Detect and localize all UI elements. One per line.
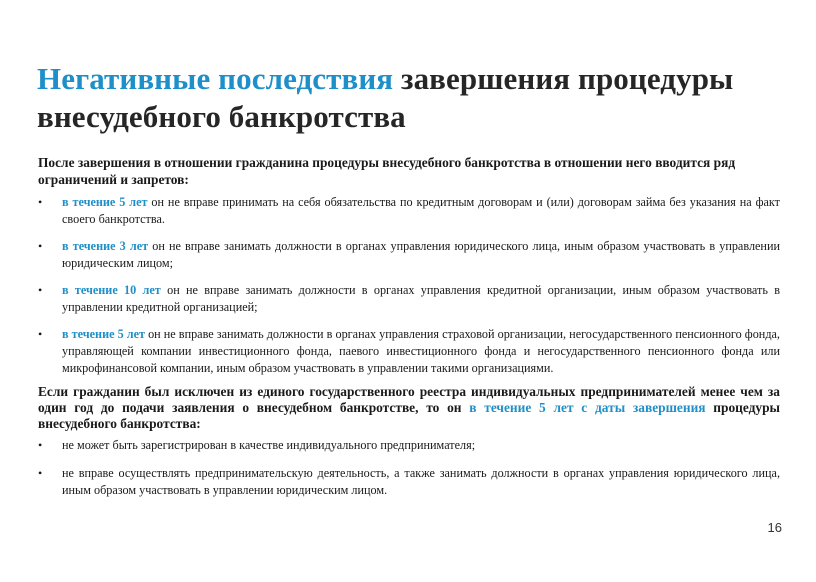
- bullet-icon: •: [38, 327, 43, 341]
- bullet-icon: •: [38, 195, 43, 209]
- intro-paragraph: После завершения в отношении гражданина процедуры внесудебного банкротства в отношении него вводится ряд ограничений и запретов:: [38, 155, 736, 187]
- bullet-icon: •: [38, 239, 43, 253]
- list-item: [38, 282, 780, 316]
- list-item-text: он не вправе занимать должности в органах управления юридического лица, иным образом участвовать в управлении юридическим лицом;: [62, 239, 780, 270]
- bullet-icon: •: [38, 283, 43, 297]
- term-highlight: в течение 10 лет: [62, 283, 161, 297]
- bullet-icon: •: [38, 466, 43, 480]
- ip-exclusion-paragraph: [38, 384, 780, 432]
- term-highlight: в течение 5 лет с даты завершения: [469, 400, 706, 415]
- ip-restrictions-list: [38, 437, 780, 499]
- slide-content: [38, 154, 780, 510]
- page-title: [37, 60, 757, 136]
- term-highlight: в течение 5 лет: [62, 327, 145, 341]
- para-end: процедуры внесудебного банкротства:: [38, 400, 780, 431]
- list-item-text: не вправе осуществлять предпринимательскую деятельность, а также занимать должности в органах управления юридического лица, иным образом участвовать в управлении юридическим лицом.: [62, 466, 780, 497]
- bullet-icon: •: [38, 438, 43, 452]
- list-item: [38, 437, 780, 454]
- para-start: Если гражданин был исключен из единого государственного реестра индивидуальных предпринимателей менее чем за один год до подачи заявления о внесудебном банкротстве, то он: [38, 384, 780, 415]
- list-item: [38, 326, 780, 377]
- list-item: [38, 238, 780, 272]
- term-highlight: в течение 5 лет: [62, 195, 148, 209]
- list-item: [38, 465, 780, 499]
- page-number: 16: [767, 520, 782, 535]
- list-item: [38, 194, 780, 228]
- list-item-text: он не вправе занимать должности в органах управления кредитной организации, иным образом участвовать в управлении кредитной организацией;: [62, 283, 780, 314]
- list-item-text: он не вправе занимать должности в органах управления страховой организации, негосударственного пенсионного фонда, управляющей компании инвестиционного фонда, паевого инвестиционного фонда и негосударственного пенсионного фонда или микрофинансовой компании, иным образом участвовать в управлении такими организациями.: [62, 327, 780, 375]
- title-accent: Негативные последствия: [37, 61, 394, 96]
- list-item-text: не может быть зарегистрирован в качестве индивидуального предпринимателя;: [62, 438, 476, 452]
- restrictions-list: [38, 194, 780, 377]
- title-rest: завершения процедуры внесудебного банкротства: [37, 61, 734, 134]
- term-highlight: в течение 3 лет: [62, 239, 149, 253]
- list-item-text: он не вправе принимать на себя обязательства по кредитным договорам и (или) договорам займа без указания на факт своего банкротства.: [62, 195, 780, 226]
